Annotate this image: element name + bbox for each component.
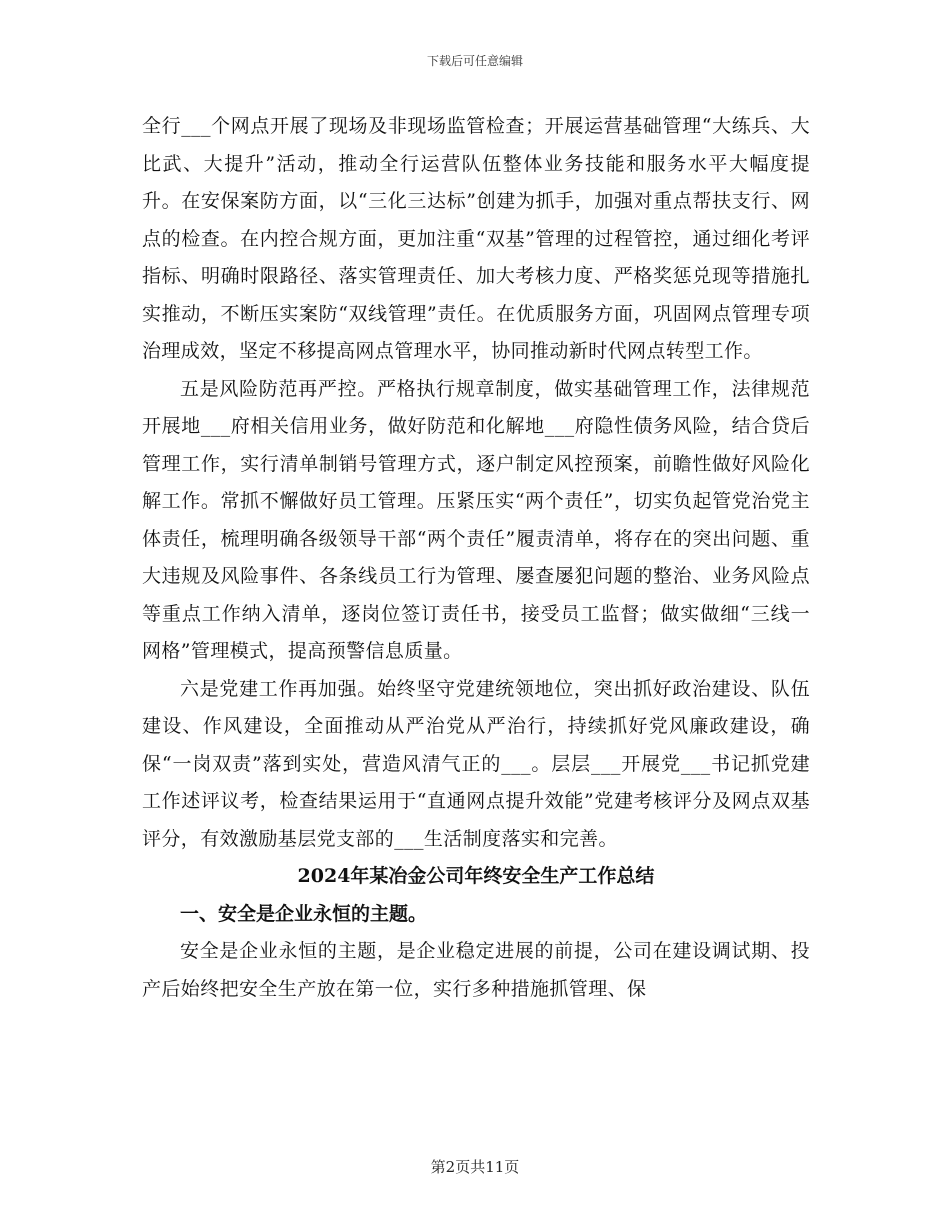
section-heading: 一、安全是企业永恒的主题。 [180, 902, 428, 925]
paragraph-risk-control: 五是风险防范再严控。严格执行规章制度，做实基础管理工作，法律规范开展地___府相关信用业务，做好防范和化解地___府隐性债务风险，结合贷后管理工作，实行清单制销号管理方式，逐户制定风控预案，前瞻性做好风险化解工作。常抓不懈做好员工管理。压紧压实“两个责任”，切实负起管党治党主体责任，梳理明确各级领导干部“两个责任”履责清单，将存在的突出问题、重大违规及风险事件、各条线员工行为管理、屡查屡犯问题的整治、业务风险点等重点工作纳入清单，逐岗位签订责任书，接受员工监督；做实做细“三线一网格”管理模式，提高预警信息质量。 [142, 377, 810, 662]
paragraph-operations-management: 全行___个网点开展了现场及非现场监管检查；开展运营基础管理“大练兵、大比武、大提升”活动，推动全行运营队伍整体业务技能和服务水平大幅度提升。在安保案防方面，以“三化三达标”创建为抓手，加强对重点帮扶支行、网点的检查。在内控合规方面，更加注重“双基”管理的过程管控，通过细化考评指标、明确时限路径、落实管理责任、加大考核力度、严格奖惩兑现等措施扎实推动，不断压实案防“双线管理”责任。在优质服务方面，巩固网点管理专项治理成效，坚定不移提高网点管理水平，协同推动新时代网点转型工作。 [142, 115, 810, 362]
page-header-note: 下载后可任意编辑 [426, 54, 523, 68]
paragraph-party-building: 六是党建工作再加强。始终坚守党建统领地位，突出抓好政治建设、队伍建设、作风建设，全面推动从严治党从严治行，持续抓好党风廉政建设，确保“一岗双责”落到实处，营造风清气正的___。层层___开展党___书记抓党建工作述评议考，检查结果运用于“直通网点提升效能”党建考核评分及网点双基评分，有效激励基层党支部的___生活制度落实和完善。 [142, 677, 810, 850]
paragraph-safety-theme: 安全是企业永恒的主题，是企业稳定进展的前提，公司在建设调试期、投产后始终把安全生产放在第一位，实行多种措施抓管理、保 [142, 940, 810, 1000]
document-body [142, 108, 810, 1008]
document-title: 2024年某冶金公司年终安全生产工作总结 [297, 865, 655, 887]
page-number: 第2页共11页 [430, 1158, 520, 1176]
